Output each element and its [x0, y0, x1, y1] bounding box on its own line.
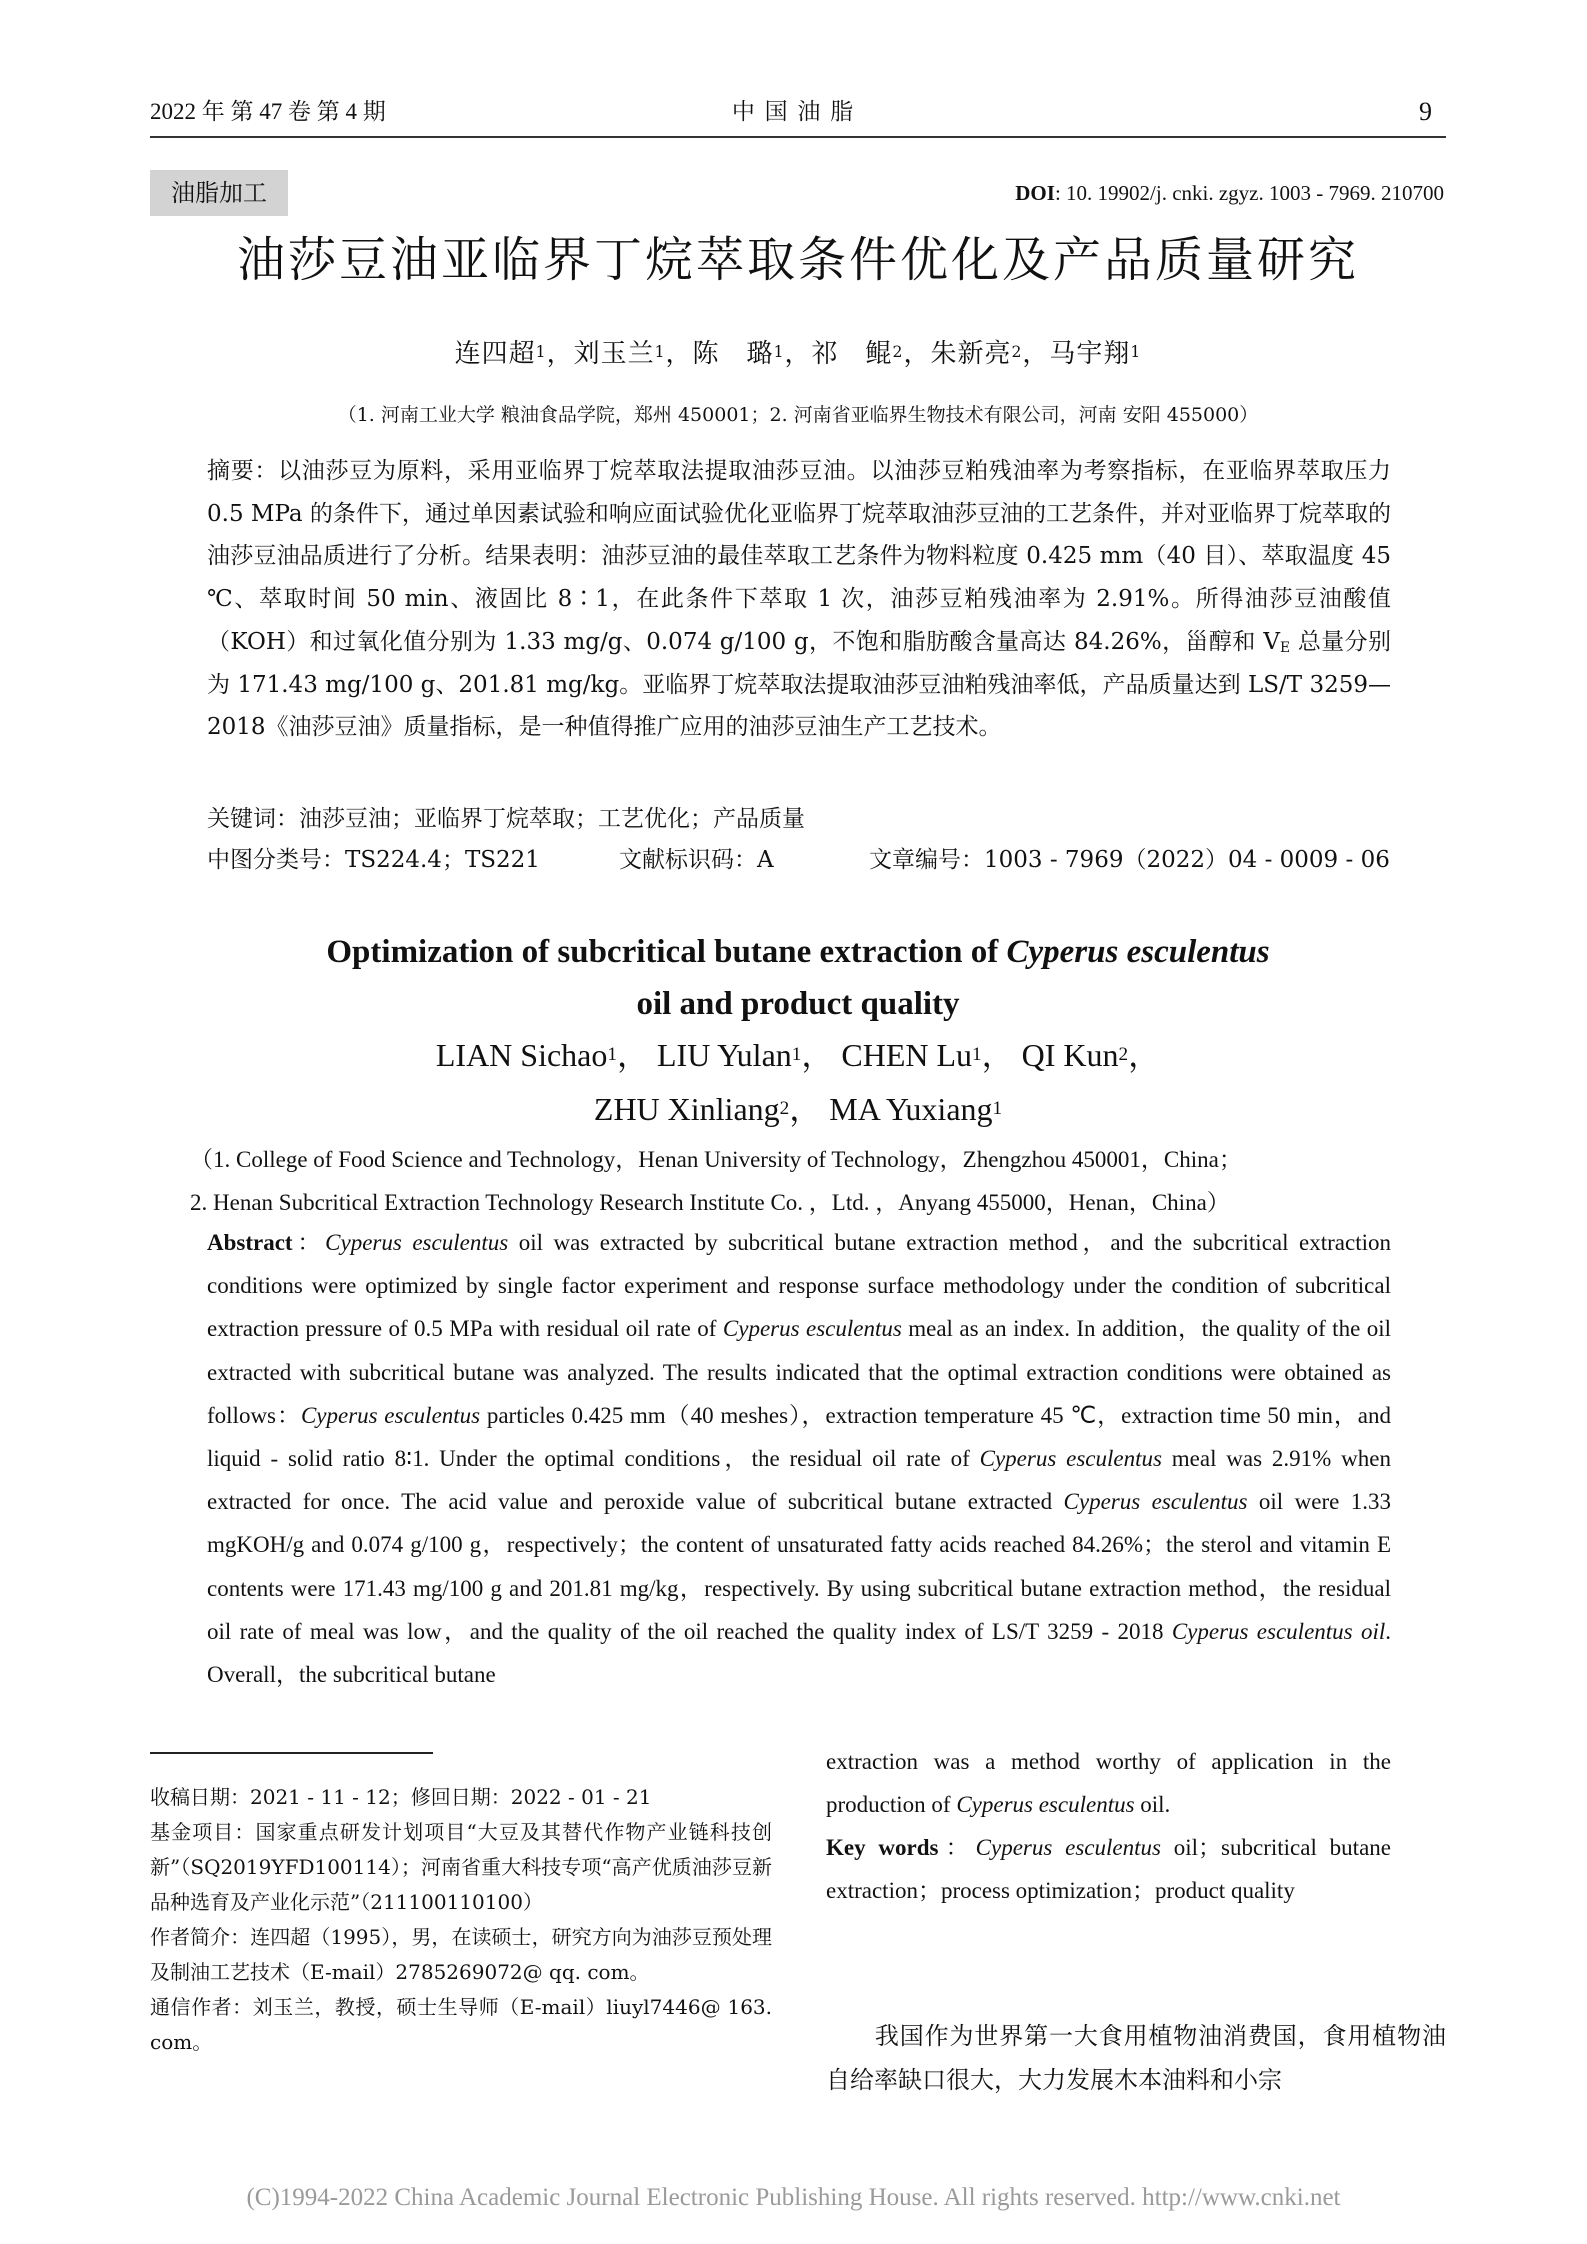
- body-paragraph: 我国作为世界第一大食用植物油消费国，食用植物油自给率缺口很大，大力发展木本油料和小宗: [826, 2022, 1446, 2094]
- cn-author: 祁 鲲$^2$: [811, 339, 904, 369]
- doi[interactable]: [1015, 178, 1444, 208]
- footnote-fund: 基金项目：国家重点研发计划项目“大豆及其替代作物产业链科技创新”（SQ2019YFD100114）；河南省重大科技专项“高产优质油莎豆新品种选育及产业化示范”（211100110100）: [150, 1820, 772, 1914]
- section-tag: 油脂加工: [150, 170, 288, 216]
- en-authors: [150, 1028, 1446, 1136]
- footnote-author: 作者简介：连四超（1995），男，在读硕士，研究方向为油莎豆预处理及制油工艺技术（E-mail）2785269072@ qq. com。: [150, 1925, 773, 1984]
- cn-author: 刘玉兰$^1$: [573, 339, 666, 369]
- cn-author: 朱新亮$^2$: [930, 339, 1023, 369]
- cn-title: 油莎豆油亚临界丁烷萃取条件优化及产品质量研究: [236, 232, 1359, 288]
- footnote-dates: 收稿日期：2021 - 11 - 12；修回日期：2022 - 01 - 21: [150, 1785, 652, 1809]
- page-number: 9: [1419, 97, 1432, 126]
- footnote-corresponding: 通信作者：刘玉兰，教授，硕士生导师（E-mail）liuyl7446@ 163. com。: [150, 1995, 773, 2054]
- cn-affiliations: （1. 河南工业大学 粮油食品学院，郑州 450001；2. 河南省亚临界生物技术有限公司，河南 安阳 455000）: [337, 404, 1259, 426]
- en-abstract-label: Abstract: [207, 1230, 293, 1255]
- cn-abstract-label: 摘要：: [207, 458, 279, 484]
- en-abstract: Abstract：Cyperus esculentus oil was extracted by subcritical butane extraction method，and the subcritical extraction conditions were optimized by single factor experiment and response surface methodology under the condition of subcritical extraction pressure of 0.5 MPa with residual oil rate of Cyperus esculentus meal as an index. In addition，the quality of the oil extracted with subcritical butane was analyzed. The results indicated that the optimal extraction conditions were obtained as follows：Cyperus esculentus particles 0.425 mm（40 meshes），extraction temperature 45 ℃，extraction time 50 min，and liquid - solid ratio 8∶1. Under the optimal conditions，the residual oil rate of Cyperus esculentus meal was 2.91% when extracted for once. The acid value and peroxide value of subcritical butane extracted Cyperus esculentus oil were 1.33 mgKOH/g and 0.074 g/100 g，respectively；the content of unsaturated fatty acids reached 84.26%；the sterol and vitamin E contents were 171.43 mg/100 g and 201.81 mg/kg，respectively. By using subcritical butane extraction method，the residual oil rate of meal was low，and the quality of the oil reached the quality index of LS/T 3259 - 2018 Cyperus esculentus oil. Overall，the subcritical butane: [207, 1230, 1392, 1688]
- clc: 中图分类号：TS224.4；TS221: [207, 847, 540, 873]
- cn-keywords-text: 油莎豆油；亚临界丁烷萃取；工艺优化；产品质量: [299, 806, 805, 832]
- cn-keywords-label: 关键词：: [207, 806, 299, 832]
- en-authors-line-1: LIAN Sichao$^1$， LIU Yulan$^1$， CHEN Lu$^1$， QI Kun$^2$，: [435, 1037, 1161, 1073]
- doi-value: : 10. 19902/j. cnki. zgyz. 1003 - 7969. 210700: [1054, 181, 1444, 205]
- cn-keywords: [207, 798, 1391, 841]
- cn-author: 连四超$^1$: [454, 339, 547, 369]
- cn-abstract-text-2: 总量分别为 171.43 mg/100 g、201.81 mg/kg。亚临界丁烷萃取法提取油莎豆油粕残油率低，产品质量达到 LS/T 3259—2018《油莎豆油》质量指标，是一种值得推广应用的油莎豆油生产工艺技术。: [207, 628, 1392, 741]
- doi-label: DOI: [1015, 181, 1055, 205]
- cn-abstract-sub: E: [1280, 639, 1291, 656]
- en-keywords-label: Key words: [826, 1835, 939, 1860]
- en-affiliations: （1. College of Food Science and Technology，Henan University of Technology，Zhengzhou 450001，China； 2. Henan Subcritical Extraction Technology Research Institute Co. ，Ltd. ，Anyang 455000，Henan，China）: [190, 1147, 1242, 1215]
- cn-abstract: [207, 450, 1391, 749]
- cn-abstract-text: 以油莎豆为原料，采用亚临界丁烷萃取法提取油莎豆油。以油莎豆粕残油率为考察指标，在亚临界萃取压力 0.5 MPa 的条件下，通过单因素试验和响应面试验优化亚临界丁烷萃取油莎豆油的工艺条件，并对亚临界丁烷萃取的油莎豆油品质进行了分析。结果表明：油莎豆油的最佳萃取工艺条件为物料粒度 0.425 mm（40 目）、萃取温度 45 ℃、萃取时间 50 min、液固比 8∶1，在此条件下萃取 1 次，油莎豆粕残油率为 2.91%。所得油莎豆油酸值（KOH）和过氧化值分别为 1.33 mg/g、0.074 g/100 g，不饱和脂肪酸含量高达 84.26%，甾醇和 V: [207, 458, 1392, 655]
- cn-authors: 连四超$^1$，刘玉兰$^1$，陈 璐$^1$，祁 鲲$^2$，朱新亮$^2$，马宇翔$^1$: [454, 339, 1142, 369]
- doc-code: 文献标识码：A: [619, 847, 774, 873]
- article-number: 文章编号：1003 - 7969（2022）04 - 0009 - 06: [869, 847, 1390, 873]
- journal-issue: 2022 年 第 47 卷 第 4 期: [150, 99, 386, 124]
- cn-author: 马宇翔$^1$: [1049, 339, 1142, 369]
- header-rule: [150, 136, 1446, 138]
- footnotes: [150, 1780, 772, 2060]
- en-title: Optimization of subcritical butane extraction of Cyperus esculentus oil and product quality: [326, 934, 1270, 1022]
- en-keywords: Key words：Cyperus esculentus oil；subcritical butane extraction；process optimization；product quality: [826, 1835, 1391, 1904]
- journal-name: 中 国 油 脂: [731, 99, 856, 124]
- en-abstract-continued: extraction was a method worthy of application in the production of Cyperus esculentus oil.: [826, 1749, 1391, 1818]
- footnote-rule: [150, 1752, 433, 1754]
- copyright-watermark: (C)1994-2022 China Academic Journal Electronic Publishing House. All rights reserved. http://www.cnki.net: [246, 2184, 1341, 2211]
- en-authors-line-2: ZHU Xinliang$^2$， MA Yuxiang$^1$: [593, 1091, 1003, 1127]
- cn-author: 陈 璐$^1$: [692, 339, 785, 369]
